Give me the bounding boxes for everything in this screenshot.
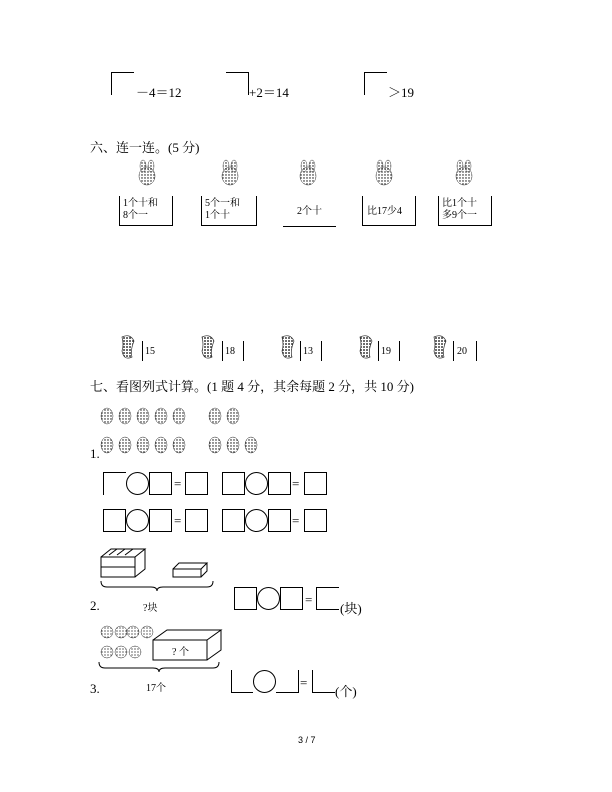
q1-operator-circle[interactable] xyxy=(126,509,149,532)
q1-answer-box[interactable] xyxy=(103,509,126,532)
q1-result-box[interactable] xyxy=(185,472,208,495)
carrot-icon xyxy=(282,336,294,358)
q2-operator-circle[interactable] xyxy=(257,587,280,610)
question-1-label: 1. xyxy=(90,446,100,461)
q1-answer-box[interactable] xyxy=(268,509,291,532)
question-3-label: 3. xyxy=(90,681,100,696)
match-card-4-text: 比17少4 xyxy=(367,206,402,217)
rabbit-icon xyxy=(139,160,155,185)
match-number-1[interactable]: 15 xyxy=(145,346,155,357)
carrot-icon xyxy=(122,336,134,358)
q1-operator-circle[interactable] xyxy=(245,509,268,532)
pineapple-icon xyxy=(101,437,113,453)
q2-answer-box[interactable] xyxy=(280,587,303,610)
pineapple-icon xyxy=(119,437,131,453)
match-card-2-text: 5个一和 1个十 xyxy=(205,198,240,221)
pineapple-icon xyxy=(101,408,113,424)
q3-unit: (个) xyxy=(335,684,357,699)
number-divider xyxy=(142,341,143,361)
q1-answer-box[interactable] xyxy=(149,472,172,495)
q3-answer-box[interactable] xyxy=(231,670,253,693)
rabbit-figures xyxy=(0,0,612,200)
pineapple-icon xyxy=(245,437,257,453)
match-number-5[interactable]: 20 xyxy=(457,346,467,357)
q3-operator-circle[interactable] xyxy=(253,670,276,693)
q1-answer-box[interactable] xyxy=(268,472,291,495)
equals-sign: = xyxy=(292,476,300,491)
carrot-icon xyxy=(202,336,214,358)
match-card-3[interactable] xyxy=(283,226,336,227)
number-divider xyxy=(321,341,322,361)
pineapple-icon xyxy=(137,408,149,424)
number-divider xyxy=(378,341,379,361)
question-3-total: 17个 xyxy=(146,683,166,694)
q1-operator-circle[interactable] xyxy=(245,472,268,495)
apple-icon xyxy=(101,646,113,658)
pineapple-icon xyxy=(209,437,221,453)
pineapple-icon xyxy=(227,408,239,424)
match-card-3-text: 2个十 xyxy=(297,206,322,217)
pineapple-icon xyxy=(173,437,185,453)
apple-icon xyxy=(129,646,141,658)
question-2-unknown: ?块 xyxy=(143,603,158,614)
apple-icon xyxy=(115,626,127,638)
pineapple-icon xyxy=(119,408,131,424)
pineapple-icon xyxy=(155,408,167,424)
question-3-unknown: ? 个 xyxy=(172,647,189,658)
q3-answer-box[interactable] xyxy=(276,670,299,693)
question-2-label: 2. xyxy=(90,598,100,613)
q1-result-box[interactable] xyxy=(304,472,327,495)
pineapple-icon xyxy=(155,437,167,453)
q1-operator-circle[interactable] xyxy=(126,472,149,495)
number-divider xyxy=(243,341,244,361)
match-card-5-text: 比1个十 多9个一 xyxy=(442,198,477,221)
equation-2-text: +2＝14 xyxy=(249,85,289,100)
apple-icon xyxy=(127,626,139,638)
q1-result-box[interactable] xyxy=(304,509,327,532)
match-number-4[interactable]: 19 xyxy=(381,346,391,357)
equation-1-text: －4＝12 xyxy=(136,85,182,100)
blocks-figure xyxy=(95,543,215,593)
pineapple-icon xyxy=(227,437,239,453)
q1-answer-box[interactable] xyxy=(222,472,245,495)
number-divider xyxy=(399,341,400,361)
q2-unit: (块) xyxy=(340,601,362,616)
apple-icon xyxy=(141,626,153,638)
carrot-icon xyxy=(434,336,446,358)
pineapple-icon xyxy=(137,437,149,453)
number-divider xyxy=(222,341,223,361)
equals-sign: = xyxy=(292,513,300,528)
equals-sign: = xyxy=(300,675,308,690)
carrot-icon xyxy=(360,336,372,358)
apple-icon xyxy=(101,626,113,638)
rabbit-icon xyxy=(300,160,316,185)
rabbit-icon xyxy=(376,160,392,185)
number-divider xyxy=(476,341,477,361)
rabbit-icon xyxy=(456,160,472,185)
apples-box-figure xyxy=(95,618,230,673)
match-card-1-text: 1个十和 8个一 xyxy=(123,198,158,221)
q2-answer-box[interactable] xyxy=(234,587,257,610)
equation-3-text: ＞19 xyxy=(388,85,415,100)
match-number-2[interactable]: 18 xyxy=(225,346,235,357)
apple-icon xyxy=(115,646,127,658)
match-number-3[interactable]: 13 xyxy=(303,346,313,357)
q1-answer-box[interactable] xyxy=(222,509,245,532)
q1-result-box[interactable] xyxy=(185,509,208,532)
pineapple-icon xyxy=(173,408,185,424)
equals-sign: = xyxy=(174,476,182,491)
number-divider xyxy=(300,341,301,361)
q3-result-box[interactable] xyxy=(312,670,335,693)
q1-answer-box[interactable] xyxy=(103,472,126,495)
equals-sign: = xyxy=(305,592,313,607)
q2-result-box[interactable] xyxy=(316,587,339,610)
section-7-title: 七、看图列式计算。(1 题 4 分，其余每题 2 分，共 10 分) xyxy=(90,379,414,394)
pineapple-figures xyxy=(95,400,275,462)
q1-answer-box[interactable] xyxy=(149,509,172,532)
page-number: 3 / 7 xyxy=(298,735,316,745)
equals-sign: = xyxy=(174,513,182,528)
pineapple-icon xyxy=(209,408,221,424)
number-divider xyxy=(453,341,454,361)
section-6-title: 六、连一连。(5 分) xyxy=(90,140,200,155)
rabbit-icon xyxy=(222,160,238,185)
